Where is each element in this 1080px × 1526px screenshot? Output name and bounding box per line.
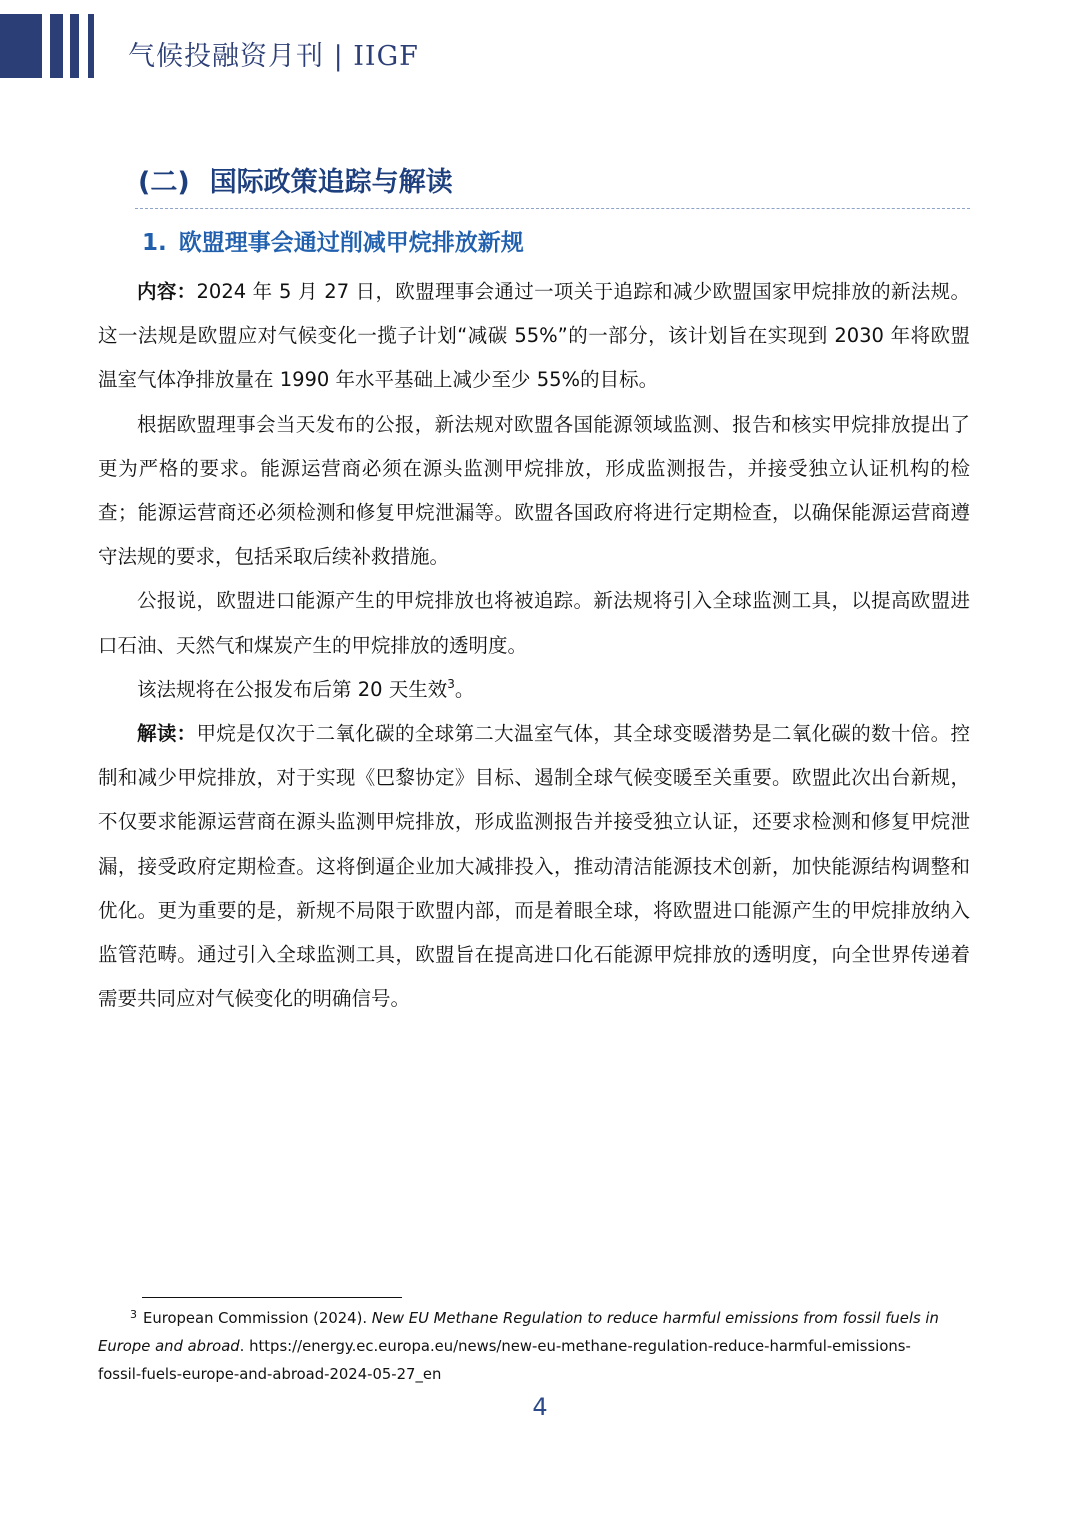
section-title: 国际政策追踪与解读: [209, 167, 453, 198]
footnote-title: New EU Methane Regulation to reduce harmful emissions from fossil fuels in Europe and abroad: [98, 1310, 939, 1355]
header-bar: [0, 14, 42, 78]
subsection-title: 欧盟理事会通过削减甲烷排放新规: [178, 230, 524, 256]
footnote: 3 European Commission (2024). New EU Methane Regulation to reduce harmful emissions from fossil fuels in Europe and abroad. https://energy.ec.europa.eu/news/new-eu-methane-regulation-reduce-harmful-emissions-fossil-fuels-europe-and-abroad-2024-05-27_en: [98, 1308, 939, 1383]
interpretation-paragraph: [98, 712, 970, 1021]
content-text: 2024 年 5 月 27 日，欧盟理事会通过一项关于追踪和减少欧盟国家甲烷排放的新法规。这一法规是欧盟应对气候变化一揽子计划“减碳 55%”的一部分，该计划旨在实现到 2030 年将欧盟温室气体净排放量在 1990 年水平基础上减少至少 55%的目标。: [98, 280, 970, 392]
section-number: (二): [138, 167, 190, 198]
content-label: 内容：: [137, 280, 197, 303]
interpretation-text: 甲烷是仅次于二氧化碳的全球第二大温室气体，其全球变暖潜势是二氧化碳的数十倍。控制和减少甲烷排放，对于实现《巴黎协定》目标、遏制全球气候变暖至关重要。欧盟此次出台新规，不仅要求能源运营商在源头监测甲烷排放，形成监测报告并接受独立认证，还要求检测和修复甲烷泄漏，接受政府定期检查。这将倒逼企业加大减排投入，推动清洁能源技术创新，加快能源结构调整和优化。更为重要的是，新规不局限于欧盟内部，而是着眼全球，将欧盟进口能源产生的甲烷排放纳入监管范畴。通过引入全球监测工具，欧盟旨在提高进口化石能源甲烷排放的透明度，向全世界传递着需要共同应对气候变化的明确信号。: [98, 722, 970, 1011]
subsection-heading: [142, 224, 524, 257]
announcement-paragraph: 根据欧盟理事会当天发布的公报，新法规对欧盟各国能源领域监测、报告和核实甲烷排放提出了更为严格的要求。能源运营商必须在源头监测甲烷排放，形成监测报告，并接受独立认证机构的检查；能源运营商还必须检测和修复甲烷泄漏等。欧盟各国政府将进行定期检查，以确保能源运营商遵守法规的要求，包括采取后续补救措施。: [98, 412, 970, 569]
footnote-reference[interactable]: 3: [447, 676, 455, 691]
content-paragraph: [98, 270, 970, 403]
effective-paragraph: [98, 668, 970, 712]
article-body: [98, 270, 970, 1021]
header-bar: [70, 14, 79, 78]
subsection-number: 1.: [142, 230, 167, 256]
interpretation-label: 解读：: [137, 722, 197, 746]
header-bar: [88, 14, 94, 78]
header-bar: [50, 14, 63, 78]
section-divider: [135, 208, 970, 209]
page-number: 4: [532, 1393, 548, 1421]
effective-end: 。: [454, 677, 475, 701]
footnote-divider: [142, 1297, 402, 1298]
import-paragraph: 公报说，欧盟进口能源产生的甲烷排放也将被追踪。新法规将引入全球监测工具，以提高欧盟进口石油、天然气和煤炭产生的甲烷排放的透明度。: [98, 589, 970, 657]
footnote-url[interactable]: . https://energy.ec.europa.eu/news/new-eu-methane-regulation-reduce-harmful-emissions-fossil-fuels-europe-and-abroad-2024-05-27_en: [98, 1338, 911, 1383]
footnote-author: European Commission (2024).: [143, 1310, 372, 1327]
journal-title: 气候投融资月刊 | IIGF: [128, 41, 419, 72]
header-logo-bars: [0, 14, 100, 78]
effective-text: 该法规将在公报发布后第 20 天生效: [137, 677, 448, 701]
section-heading: [138, 160, 453, 199]
